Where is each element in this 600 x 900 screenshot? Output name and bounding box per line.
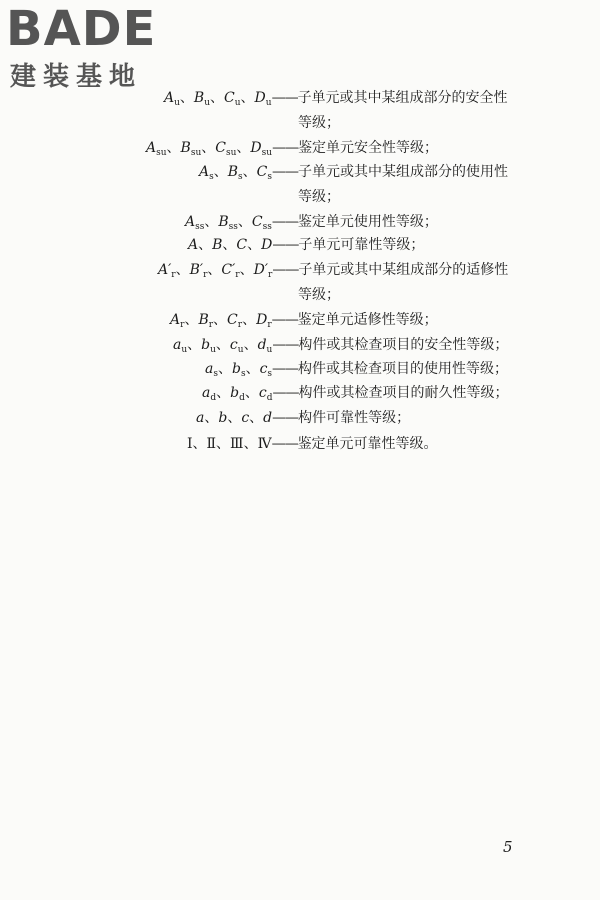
symbol: B [212,237,223,253]
symbol-separator: 、 [240,90,255,106]
symbol: $C_r$ [227,312,243,330]
definition-symbols [187,436,272,452]
symbol: $C_u$ [224,90,241,108]
definition-text: 构件可靠性等级； [298,410,411,426]
symbol: c [241,410,250,426]
symbol-separator: 、 [216,436,231,452]
definition-text: 子单元或其中某组成部分的安全性 [297,90,508,106]
symbol-separator: 、 [244,385,259,401]
symbol: $d_u$ [257,337,273,355]
symbol: $c_s$ [259,361,273,379]
definition-dash: —— [271,90,298,106]
definition-dash: —— [272,262,299,278]
definition-line [202,383,508,408]
symbol: Ⅲ [230,436,244,452]
definition-text: 子单元或其中某组成部分的适修性 [298,262,509,278]
symbol-separator: 、 [242,164,257,180]
symbol-separator: 、 [236,140,251,156]
definition-continuation: 等级； [298,287,340,303]
symbol: C [236,237,248,253]
definition-dash: —— [272,385,299,401]
symbol: $A_{su}$ [146,140,167,158]
symbol: $B_{ss}$ [218,214,238,232]
symbol: a [196,410,205,426]
symbol-separator: 、 [213,312,228,328]
symbol-separator: 、 [192,436,207,452]
symbol: Ⅱ [206,436,217,452]
definition-line [185,212,438,237]
definition-line [188,235,424,255]
symbol-separator: 、 [187,337,202,353]
definition-symbols [164,90,272,106]
symbol: $B_s$ [227,164,243,182]
symbol: $D'_r$ [253,262,273,280]
definition-symbols [146,140,272,156]
symbol: b [218,410,228,426]
symbol: $B_r$ [198,312,214,330]
symbol-separator: 、 [243,337,258,353]
symbol-separator: 、 [204,410,219,426]
definition-symbols [196,410,272,426]
definition-dash: —— [272,140,299,156]
definition-line [164,88,508,113]
symbol: $D_{su}$ [250,140,273,158]
definition-symbols [188,237,272,253]
definition-line [199,162,508,187]
symbol-separator: 、 [184,312,199,328]
definition-text: 构件或其检查项目的安全性等级； [298,337,509,353]
symbol: d [263,410,273,426]
symbol-separator: 、 [216,385,231,401]
symbol: $A_{ss}$ [185,214,205,232]
definition-line [173,335,508,360]
definition-text: 子单元或其中某组成部分的使用性 [298,164,509,180]
symbol: $b_d$ [230,385,245,403]
definition-line [158,260,508,285]
definition-line [196,408,410,428]
logo-subtitle: 建装基地 [10,62,143,92]
symbol-separator: 、 [215,337,230,353]
symbol-separator: 、 [213,164,228,180]
symbol-separator: 、 [247,237,262,253]
symbol-separator: 、 [249,410,264,426]
definition-line [170,310,438,335]
definition-symbols [158,262,272,278]
definition-dash: —— [272,410,299,426]
symbol-separator: 、 [222,237,237,253]
definition-text: 构件或其检查项目的使用性等级； [298,361,509,377]
symbol: $A_u$ [164,90,180,108]
symbol: A [188,237,199,253]
symbol: $C'_r$ [221,262,240,280]
symbol-separator: 、 [227,410,242,426]
symbol: $A_r$ [170,312,185,330]
symbol: $B'_r$ [189,262,208,280]
definition-symbols [185,214,272,230]
definition-symbols [199,164,272,180]
definition-dash: —— [271,214,298,230]
symbol: $a_s$ [205,361,218,379]
definition-text: 鉴定单元可靠性等级。 [297,436,438,452]
definition-dash: —— [271,436,298,452]
symbol-separator: 、 [245,361,260,377]
symbol-separator: 、 [201,140,216,156]
definition-dash: —— [272,237,299,253]
symbol-separator: 、 [237,214,252,230]
definition-text: 鉴定单元安全性等级； [298,140,439,156]
symbol-separator: 、 [179,90,194,106]
symbol: $A'_r$ [158,262,176,280]
definition-text: 构件或其检查项目的耐久性等级； [298,385,509,401]
symbol: $c_u$ [229,337,244,355]
symbol-separator: 、 [207,262,222,278]
symbol: D [261,237,273,253]
symbol: $D_u$ [254,90,272,108]
logo-word: BADE [6,1,157,57]
definition-dash: —— [272,164,299,180]
definition-symbols [170,312,272,328]
definition-line [205,359,508,384]
definition-symbols [173,337,272,353]
page-number: 5 [503,838,513,856]
symbol-separator: 、 [243,436,258,452]
symbol-separator: 、 [175,262,190,278]
symbol: $b_u$ [201,337,216,355]
symbol: Ⅰ [187,436,193,452]
symbol: $a_u$ [173,337,188,355]
definition-dash: —— [271,312,298,328]
symbol: $B_{su}$ [180,140,202,158]
symbol-separator: 、 [198,237,213,253]
symbol-separator: 、 [204,214,219,230]
symbol: $a_d$ [202,385,217,403]
definition-dash: —— [272,337,299,353]
symbol: $B_u$ [193,90,211,108]
symbol: Ⅳ [257,436,272,452]
definition-continuation: 等级； [298,115,340,131]
symbol-separator: 、 [239,262,254,278]
symbol: $b_s$ [231,361,246,379]
symbol: $D_r$ [256,312,272,330]
definition-text: 鉴定单元适修性等级； [297,312,438,328]
symbol-separator: 、 [210,90,225,106]
definition-line [187,434,438,454]
symbol-separator: 、 [242,312,257,328]
definition-dash: —— [272,361,299,377]
definition-continuation: 等级； [298,189,340,205]
symbol-separator: 、 [166,140,181,156]
definition-text: 子单元可靠性等级； [298,237,425,253]
symbol: $C_s$ [256,164,273,182]
definition-line [146,138,438,163]
definition-symbols [202,385,272,401]
symbol: $C_{su}$ [215,140,237,158]
symbol-separator: 、 [217,361,232,377]
definition-text: 鉴定单元使用性等级； [297,214,438,230]
definition-symbols [205,361,272,377]
bade-logo [6,1,176,96]
symbol: $c_d$ [258,385,273,403]
symbol: $C_{ss}$ [251,214,272,232]
symbol: $A_s$ [199,164,214,182]
